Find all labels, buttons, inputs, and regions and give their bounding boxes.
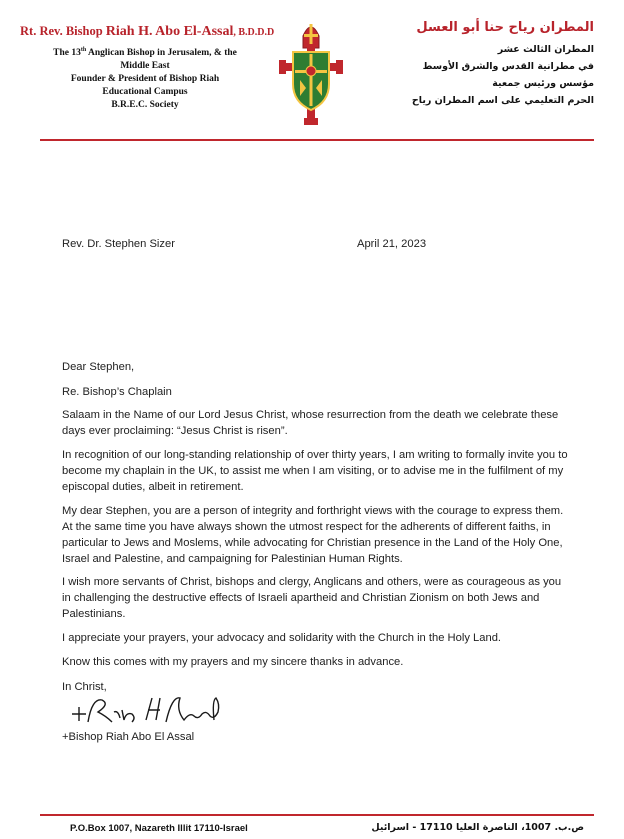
footer-address-en: P.O.Box 1007, Nazareth Illit 17110-Israel <box>70 823 248 834</box>
name-prefix: Rt. Rev. Bishop <box>20 24 106 38</box>
paragraph: I appreciate your prayers, your advocacy and solidarity with the Church in the Holy Land. <box>62 632 502 644</box>
arabic-line-1: المطران الثالث عشر <box>497 44 594 55</box>
arabic-title: المطران رياح حنا أبو العسل <box>416 20 594 35</box>
title-line-3: Founder & President of Bishop Riah <box>70 74 220 85</box>
paragraph: In recognition of our long-standing relationship of over thirty years, I am writing to formally invite you to become my chaplain in the UK, to assist me when I am visiting, or to advise me in the fulfilment of my episcopal duties, albeit in retirement. <box>62 449 568 493</box>
paragraph: I wish more servants of Christ, bishops and clergy, Anglicans and others, were as courageous as you in challenging the destructive effects of Israeli apartheid and Christian Zionism on both Jews and Palestinians. <box>62 576 562 620</box>
bishop-name <box>20 24 275 40</box>
title-line-b: Anglican Bishop in Jerusalem, & the <box>86 48 237 59</box>
arabic-line-4: الحرم التعليمي على اسم المطران رياح <box>411 95 594 106</box>
title-line <box>20 44 270 60</box>
handwritten-signature <box>62 690 232 730</box>
title-line-4: Educational Campus <box>102 87 188 98</box>
footer-address-ar: ص.ب. 1007، الناصرة العليا 17110 - اسرائيل <box>371 822 584 833</box>
signature-icon <box>62 690 232 730</box>
subject-line: Re. Bishop’s Chaplain <box>62 386 172 398</box>
paragraph: Know this comes with my prayers and my sincere thanks in advance. <box>62 656 404 668</box>
paragraph: My dear Stephen, you are a person of integrity and forthright views with the courage to express them. At the same time you have always shown the utmost respect for the adherents of different faiths, in particular to Jews and Moslems, while advocating for Christian presence in the Land of the Holy One, Israel and Palestine, and campaigning for Palestinian Human Rights. <box>62 505 564 565</box>
letterhead-right <box>374 20 594 109</box>
title-line-sup: th <box>80 47 87 53</box>
title-line-5: B.R.E.C. Society <box>111 100 179 111</box>
salutation: Dear Stephen, <box>62 361 135 373</box>
letterhead-left <box>20 24 275 112</box>
closing: In Christ, <box>62 681 107 693</box>
title-line-2: Middle East <box>120 61 170 72</box>
arabic-line-2: في مطرانية القدس والشرق الأوسط <box>422 61 594 72</box>
letter-date: April 21, 2023 <box>357 238 427 250</box>
crest-icon <box>276 18 346 128</box>
crest-emblem <box>276 18 346 128</box>
paragraph: Salaam in the Name of our Lord Jesus Christ, whose resurrection from the death we celebrate these days ever proclaiming: “Jesus Christ is risen”. <box>62 409 559 437</box>
footer-rule <box>40 814 594 816</box>
recipient: Rev. Dr. Stephen Sizer <box>62 238 175 250</box>
name-main: Riah H. Abo El-Assal <box>105 24 234 39</box>
signed-name: +Bishop Riah Abo El Assal <box>62 731 195 743</box>
name-suffix: , B.D.D.D <box>233 27 275 38</box>
header-rule <box>40 139 594 141</box>
title-line-a: The 13 <box>53 48 81 59</box>
arabic-line-3: مؤسس ورئيس جمعية <box>492 78 594 89</box>
